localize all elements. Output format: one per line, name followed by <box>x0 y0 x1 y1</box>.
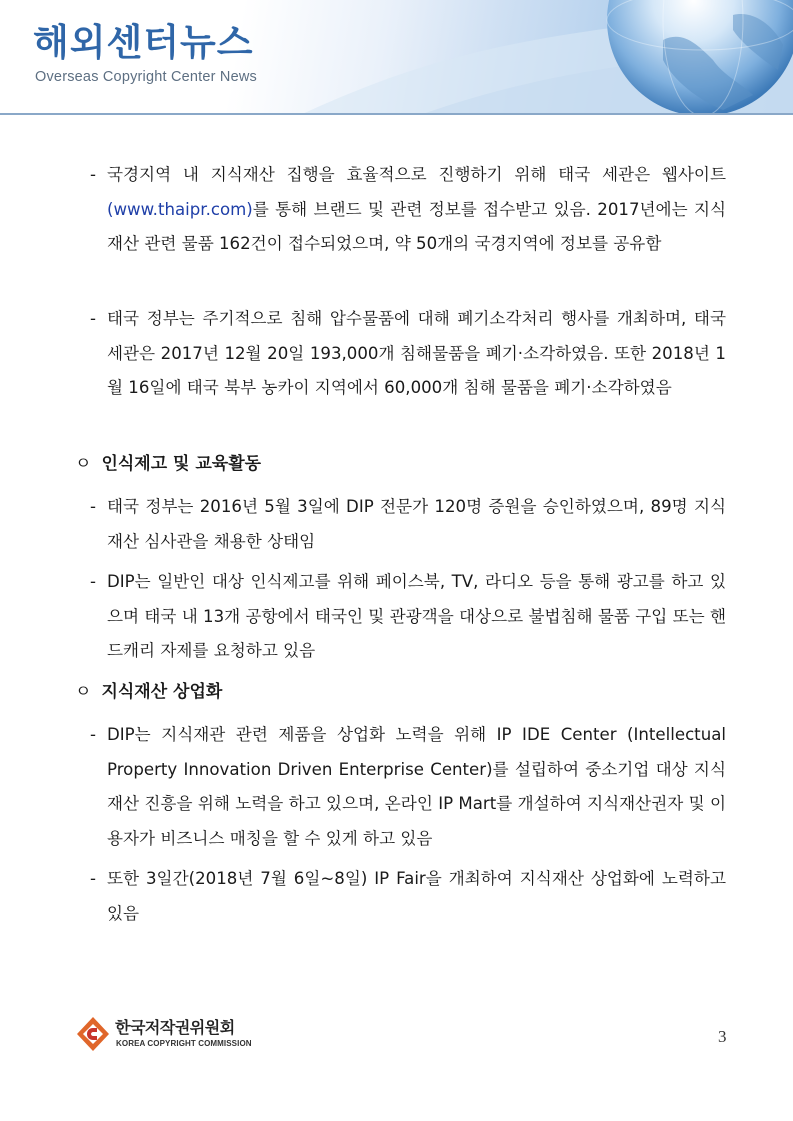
header-divider <box>0 113 793 115</box>
section-title: 인식제고 및 교육활동 <box>101 454 262 474</box>
circle-bullet-icon: ㅇ <box>75 682 92 702</box>
page-number: 3 <box>718 1027 727 1046</box>
newsletter-subtitle: Overseas Copyright Center News <box>35 69 257 85</box>
bullet-text: DIP는 지식재관 관련 제품을 상업화 노력을 위해 IP IDE Center (Intellectual Property Innovation Driven Enterprise Center)를 설립하여 중소기업 대상 지식재산 진흥을 위해 노력을 하고 있으며, 온라인 IP Mart를 개설하여 지식재산권자 및 이용자가 비즈니스 매칭을 할 수 있게 하고 있음 <box>107 725 726 848</box>
circle-bullet-icon: ㅇ <box>75 454 92 474</box>
dash-marker: - <box>90 309 96 328</box>
dash-marker: - <box>90 497 96 516</box>
list-item <box>90 862 726 931</box>
section-heading-awareness <box>75 449 261 479</box>
section-title: 지식재산 상업화 <box>101 682 223 702</box>
newsletter-title: 해외센터뉴스 <box>33 21 254 64</box>
bullet-text: 태국 정부는 주기적으로 침해 압수물품에 대해 폐기소각처리 행사를 개최하며, 태국 세관은 2017년 12월 20일 193,000개 침해물품을 폐기·소각하였음. 또한 2018년 1월 16일에 태국 북부 농카이 지역에서 60,000개 침해 물품을 폐기·소각하였음 <box>107 309 726 397</box>
commission-logo-icon <box>73 1014 113 1054</box>
list-item <box>90 718 726 856</box>
dash-marker: - <box>90 725 96 744</box>
dash-marker: - <box>90 869 96 888</box>
commission-name-korean: 한국저작권위원회 <box>115 1018 235 1037</box>
list-item <box>90 490 726 559</box>
bullet-text-part: 국경지역 내 지식재산 집행을 효율적으로 진행하기 위해 태국 세관은 웹사이트 <box>107 165 726 184</box>
page-header-banner <box>0 0 793 115</box>
bullet-text: 또한 3일간(2018년 7월 6일~8일) IP Fair을 개최하여 지식재산 상업화에 노력하고 있음 <box>107 869 726 923</box>
bullet-text: DIP는 일반인 대상 인식제고를 위해 페이스북, TV, 라디오 등을 통해 광고를 하고 있으며 태국 내 13개 공항에서 태국인 및 관광객을 대상으로 불법침해 물품 구입 또는 핸드캐리 자제를 요청하고 있음 <box>107 572 726 660</box>
globe-icon <box>603 0 793 115</box>
section-heading-commercialization <box>75 677 222 707</box>
bullet-text-part: 를 통해 브랜드 및 관련 정보를 접수받고 있음. 2017년에는 지식재산 관련 물품 162건이 접수되었으며, 약 50개의 국경지역에 정보를 공유함 <box>107 199 726 253</box>
website-link[interactable]: (www.thaipr.com) <box>107 199 253 219</box>
dash-marker: - <box>90 572 96 591</box>
bullet-text: 태국 정부는 2016년 5월 3일에 DIP 전문가 120명 증원을 승인하였으며, 89명 지식재산 심사관을 채용한 상태임 <box>107 497 726 551</box>
list-item <box>90 565 726 669</box>
list-item <box>90 302 726 406</box>
commission-name-english: KOREA COPYRIGHT COMMISSION <box>116 1039 252 1048</box>
dash-marker: - <box>90 165 96 184</box>
bullet-text <box>107 158 726 262</box>
list-item <box>90 158 726 262</box>
